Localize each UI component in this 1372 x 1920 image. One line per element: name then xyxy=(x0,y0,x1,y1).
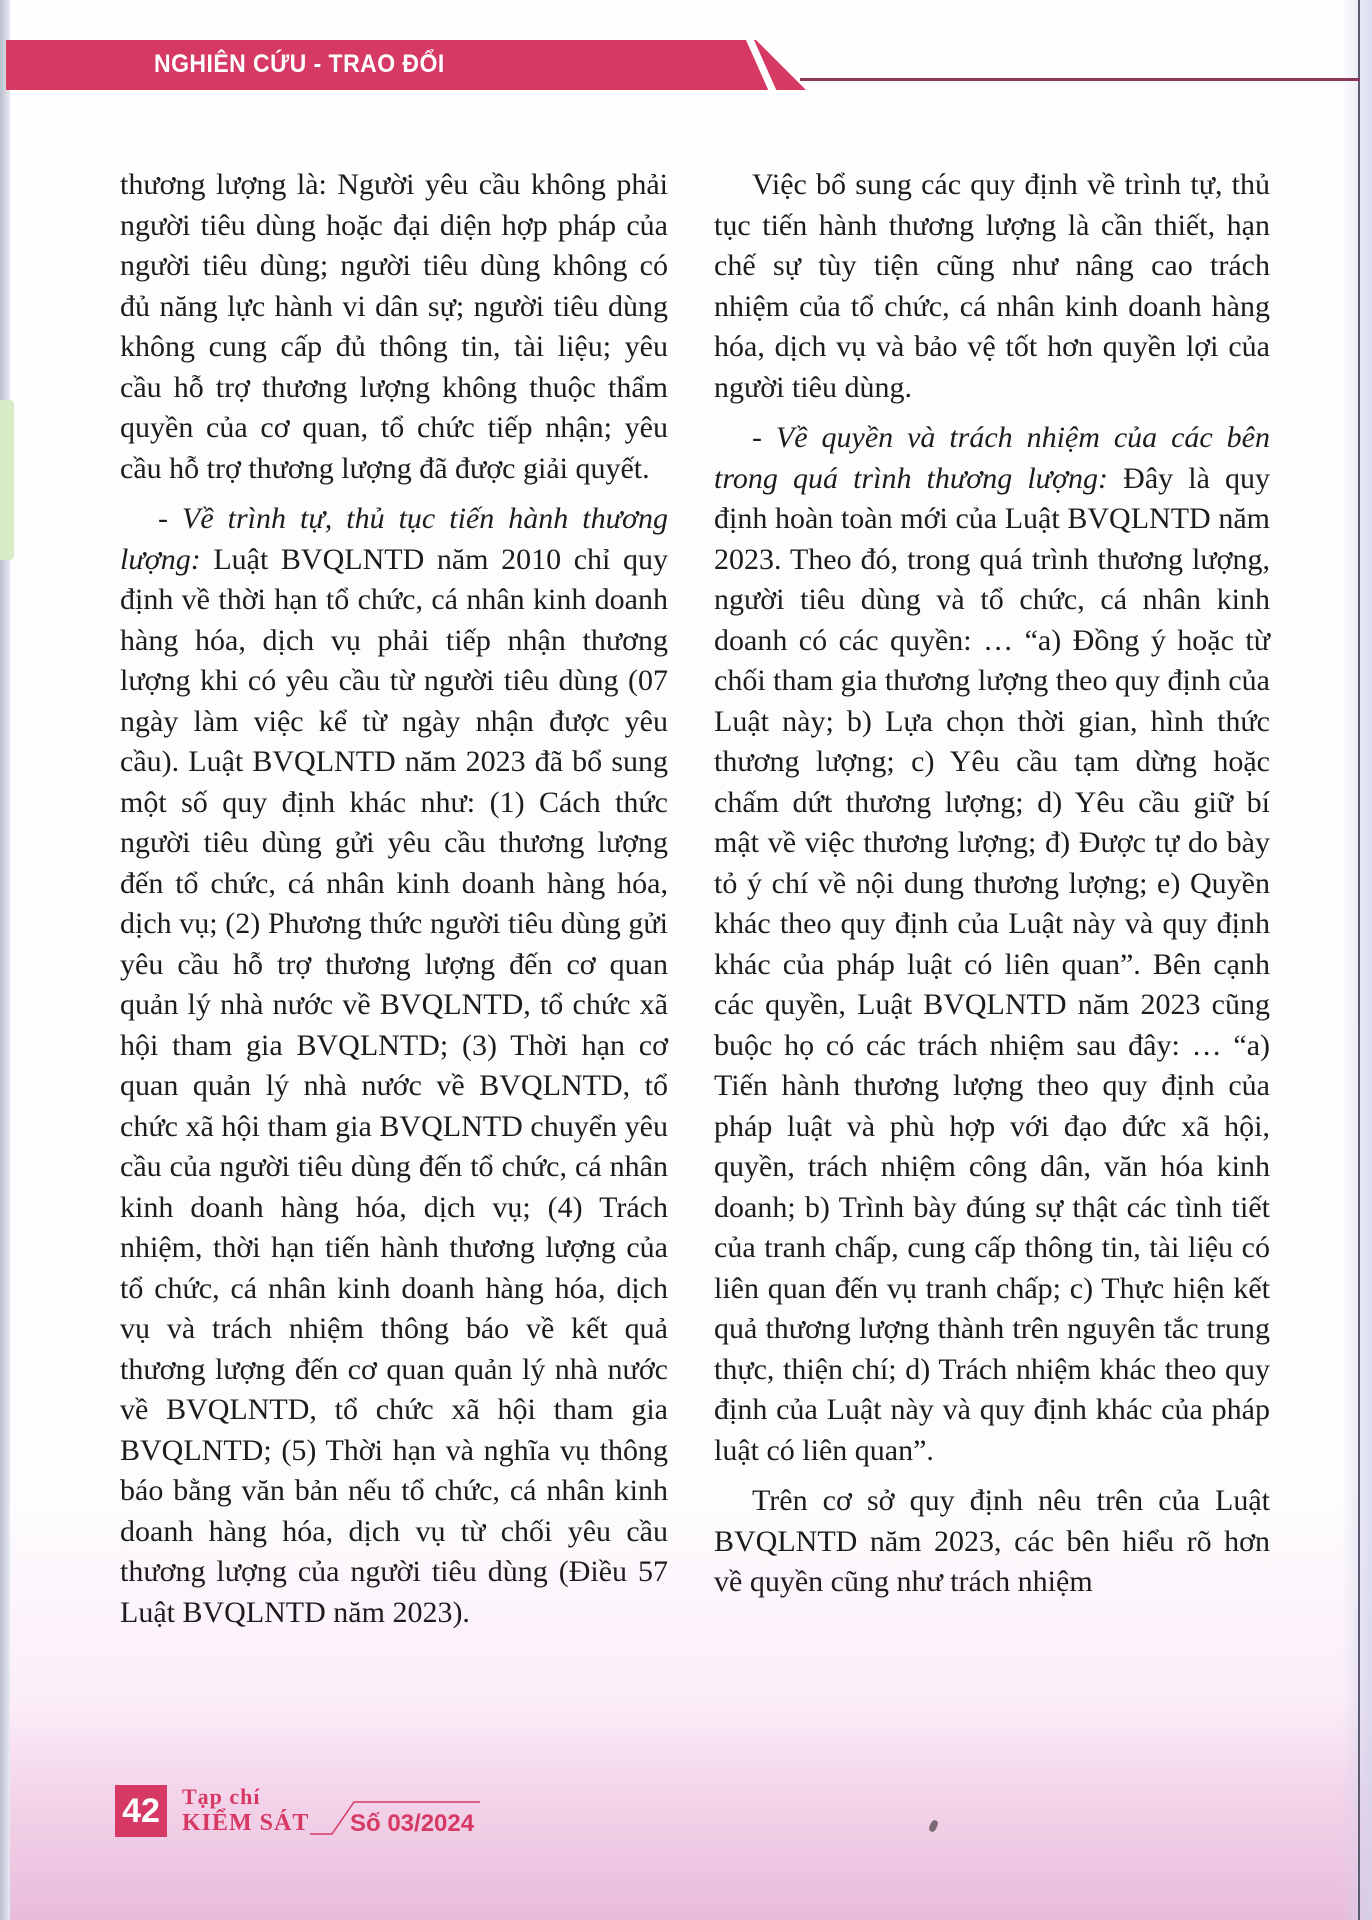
section-title: NGHIÊN CỨU - TRAO ĐỔI xyxy=(154,50,445,78)
scan-speck xyxy=(928,1819,939,1833)
article-column-right xyxy=(714,165,1270,1613)
page-right-edge xyxy=(1358,0,1360,1920)
paragraph xyxy=(120,499,668,1633)
issue-number: Số 03/2024 xyxy=(350,1810,475,1837)
paragraph-text: Luật BVQLNTD năm 2010 chỉ quy định về thời hạn tổ chức, cá nhân kinh doanh hàng hóa, dịch vụ phải tiếp nhận thương lượng khi có yêu cầu từ người tiêu dùng (07 ngày làm việc kể từ ngày nhận được yêu cầu). Luật BVQLNTD năm 2023 đã bổ sung một số quy định khác như: (1) Cách thức người tiêu dùng gửi yêu cầu thương lượng đến tổ chức, cá nhân kinh doanh hàng hóa, dịch vụ; (2) Phương thức người tiêu dùng gửi yêu cầu hỗ trợ thương lượng đến cơ quan quản lý nhà nước về BVQLNTD, tổ chức xã hội tham gia BVQLNTD; (3) Thời hạn cơ quan quản lý nhà nước về BVQLNTD, tổ chức xã hội tham gia BVQLNTD chuyển yêu cầu của người tiêu dùng đến tổ chức, cá nhân kinh doanh hàng hóa, dịch vụ; (4) Trách nhiệm, thời hạn tiến hành thương lượng của tổ chức, cá nhân kinh doanh hàng hóa, dịch vụ và trách nhiệm thông báo về kết quả thương lượng đến cơ quan quản lý nhà nước về BVQLNTD, tổ chức xã hội tham gia BVQLNTD; (5) Thời hạn và nghĩa vụ thông báo bằng văn bản nếu tổ chức, cá nhân kinh doanh hàng hóa, dịch vụ từ chối yêu cầu thương lượng của người tiêu dùng (Điều 57 Luật BVQLNTD năm 2023). xyxy=(120,542,668,1629)
page-left-edge xyxy=(0,0,10,1920)
subheading-italic: - Về trình tự, thủ tục tiến hành thương lượng: xyxy=(120,502,668,576)
magazine-name-line2: KIỂM SÁT xyxy=(182,1810,310,1836)
paragraph: Trên cơ sở quy định nêu trên của Luật BVQLNTD năm 2023, các bên hiểu rõ hơn về quyền cũng như trách nhiệm xyxy=(714,1484,1270,1598)
paragraph xyxy=(714,418,1270,1471)
page-right-shade xyxy=(1342,0,1372,1920)
paragraph-text: Đây là quy định hoàn toàn mới của Luật BVQLNTD năm 2023. Theo đó, trong quá trình thương lượng, người tiêu dùng và tổ chức, cá nhân kinh doanh có các quyền: … “a) Đồng ý hoặc từ chối tham gia thương lượng theo quy định của Luật này; b) Lựa chọn thời gian, hình thức thương lượng; c) Yêu cầu tạm dừng hoặc chấm dứt thương lượng; d) Yêu cầu giữ bí mật về việc thương lượng; đ) Được tự do bày tỏ ý chí về nội dung thương lượng; e) Quyền khác theo quy định của Luật này và quy định khác của pháp luật có liên quan”. Bên cạnh các quyền, Luật BVQLNTD năm 2023 cũng buộc họ có các trách nhiệm sau đây: … “a) Tiến hành thương lượng theo quy định của pháp luật và phù hợp với đạo đức xã hội, quyền, trách nhiệm công dân, văn hóa kinh doanh; b) Trình bày đúng sự thật các tình tiết của tranh chấp, cung cấp thông tin, tài liệu có liên quan đến vụ tranh chấp; c) Thực hiện kết quả thương lượng thành trên nguyên tắc trung thực, thiện chí; d) Trách nhiệm khác theo quy định của Luật này và quy định khác của pháp luật có liên quan”. xyxy=(714,461,1270,1467)
paragraph: thương lượng là: Người yêu cầu không phải người tiêu dùng hoặc đại diện hợp pháp của người tiêu dùng; người tiêu dùng không có đủ năng lực hành vi dân sự; người tiêu dùng không cung cấp đủ thông tin, tài liệu; yêu cầu hỗ trợ thương lượng không thuộc thẩm quyền của cơ quan, tổ chức tiếp nhận; yêu cầu hỗ trợ thương lượng đã được giải quyết. xyxy=(120,168,668,485)
section-header-rule xyxy=(800,78,1360,81)
subheading-italic: - Về quyền và trách nhiệm của các bên trong quá trình thương lượng: xyxy=(714,421,1270,495)
paragraph: Việc bổ sung các quy định về trình tự, thủ tục tiến hành thương lượng là cần thiết, hạn chế sự tùy tiện cũng như nâng cao trách nhiệm của tổ chức, cá nhân kinh doanh hàng hóa, dịch vụ và bảo vệ tốt hơn quyền lợi của người tiêu dùng. xyxy=(714,168,1270,404)
article-column-left xyxy=(120,165,668,1643)
page-number: 42 xyxy=(115,1785,167,1837)
page-tab-marker xyxy=(0,400,14,560)
magazine-name-line1: Tạp chí xyxy=(182,1784,261,1809)
